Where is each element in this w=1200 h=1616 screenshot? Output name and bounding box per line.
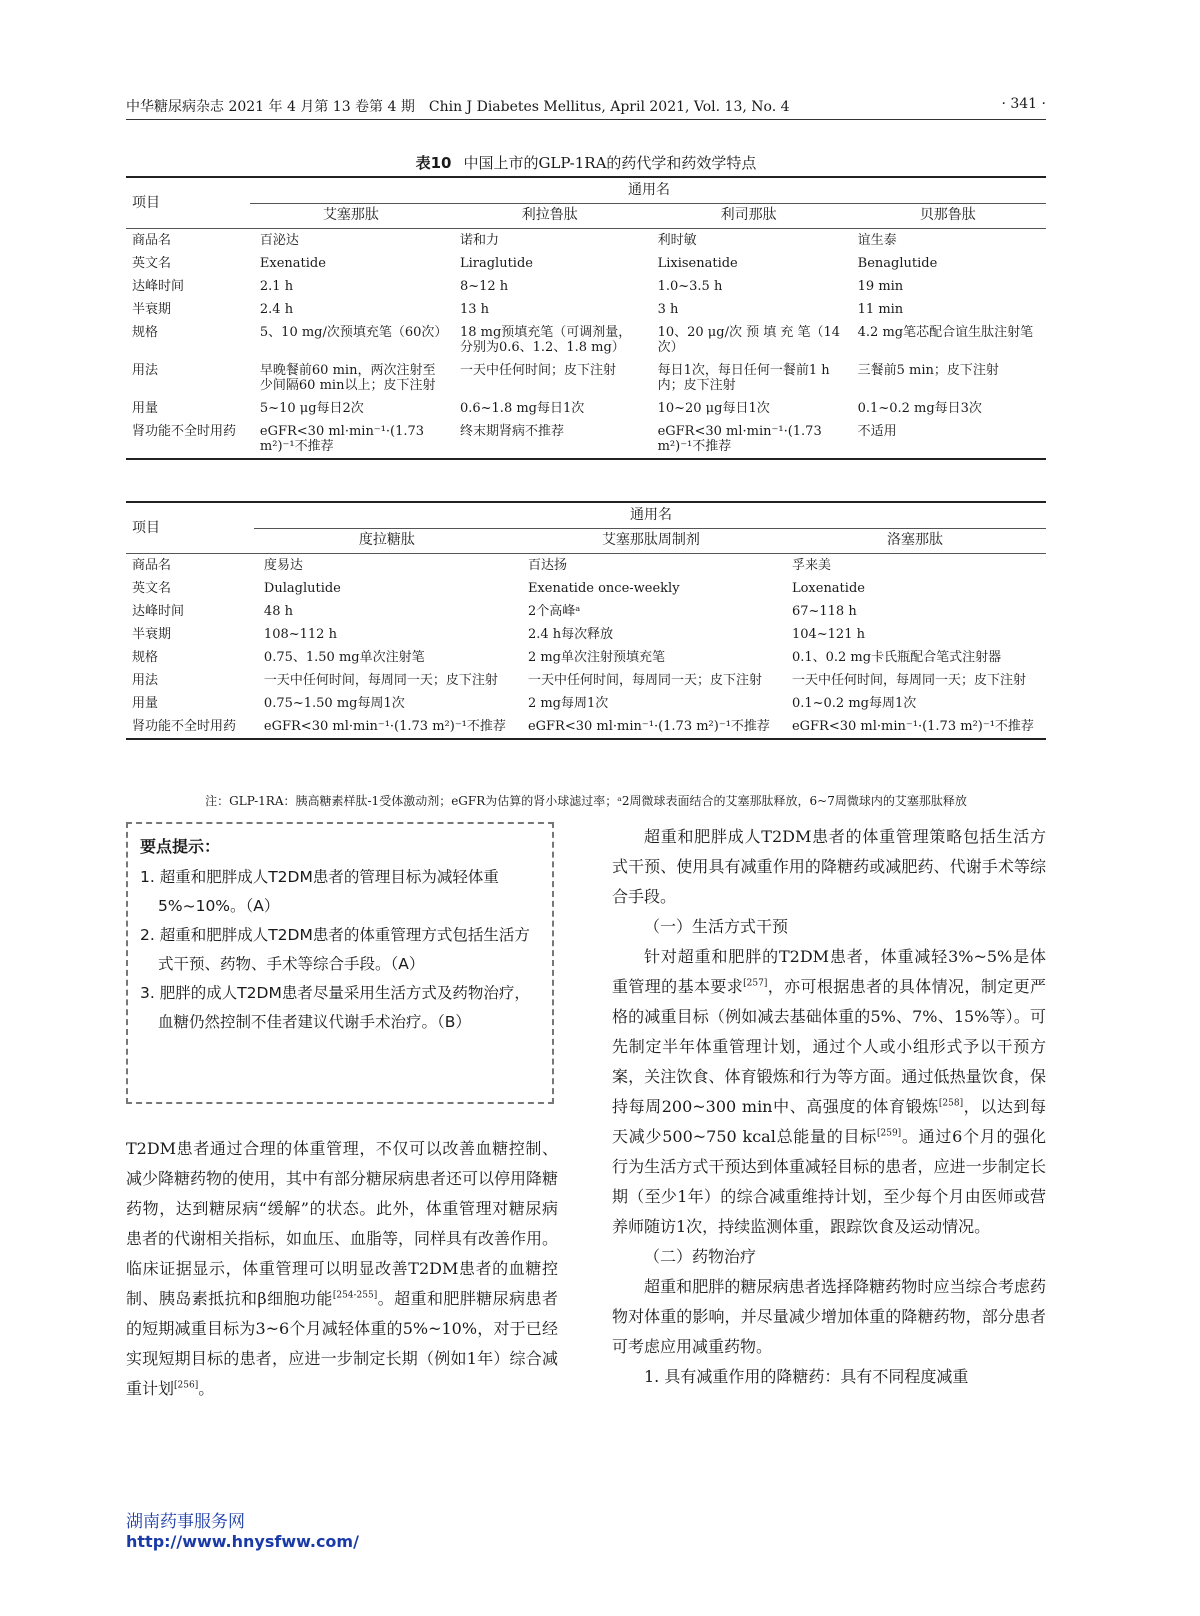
item-header: 项目 <box>132 519 160 536</box>
table-part-2 <box>126 501 1046 740</box>
citation: [256] <box>174 1380 199 1391</box>
table-note: 注：GLP-1RA：胰高糖素样肽-1受体激动剂；eGFR为估算的肾小球滤过率；ᵃ2周微球表面结合的艾塞那肽释放，6~7周微球内的艾塞那肽释放 <box>205 794 967 808</box>
row-label: 半衰期 <box>132 302 172 317</box>
table-cell: eGFR<30 ml·min⁻¹·(1.73 m²)⁻¹不推荐 <box>259 424 425 454</box>
right-paragraph-3: 超重和肥胖的糖尿病患者选择降糖药物时应当综合考虑药物对体重的影响，并尽量减少增加体重的降糖药物，部分患者可考虑应用减重药物。 <box>612 1277 1046 1356</box>
keypoint-item: 3. 肥胖的成人T2DM患者尽量采用生活方式及药物治疗，血糖仍然控制不佳者建议代谢手术治疗。（B） <box>140 984 530 1031</box>
citation: [259] <box>876 1128 902 1139</box>
row-label: 用法 <box>132 363 159 378</box>
row-label: 半衰期 <box>132 627 172 642</box>
table-row <box>126 692 1046 715</box>
table-cell: 0.75~1.50 mg每周1次 <box>263 696 405 711</box>
table-cell: 108~112 h <box>263 627 337 642</box>
drug-name-header: 艾塞那肽周制剂 <box>518 528 782 554</box>
site-url[interactable]: http://www.hnysfww.com/ <box>126 1532 359 1551</box>
left-column <box>126 822 558 1404</box>
keypoints-box <box>126 822 554 1104</box>
table-row <box>126 420 1046 459</box>
table-cell: 13 h <box>459 302 490 317</box>
table-cell: 2 mg单次注射预填充笔 <box>527 650 665 665</box>
table-cell: 一天中任何时间，每周同一天；皮下注射 <box>527 673 762 688</box>
table-row <box>126 554 1046 578</box>
row-label: 达峰时间 <box>132 279 185 294</box>
row-label: 规格 <box>132 325 159 340</box>
table-cell: 2.1 h <box>259 279 294 294</box>
table-row <box>126 669 1046 692</box>
table-cell: 8~12 h <box>459 279 509 294</box>
header-rule <box>126 119 1046 120</box>
table-cell: eGFR<30 ml·min⁻¹·(1.73 m²)⁻¹不推荐 <box>263 719 506 734</box>
table-cell: 0.1、0.2 mg卡氏瓶配合笔式注射器 <box>791 650 1002 665</box>
row-label: 肾功能不全时用药 <box>132 424 237 439</box>
table-row <box>126 298 1046 321</box>
table-cell: 0.6~1.8 mg每日1次 <box>459 401 585 416</box>
left-paragraph <box>126 1134 558 1404</box>
row-label: 达峰时间 <box>132 604 185 619</box>
right-text: 针对超重和肥胖的T2DM患者，体重减轻3%~5%是体重管理的基本要求 <box>612 947 1046 996</box>
table-cell: 3 h <box>657 302 679 317</box>
keypoints-title: 要点提示： <box>140 837 221 856</box>
table-cell: 67~118 h <box>791 604 857 619</box>
table-cell: 一天中任何时间；皮下注射 <box>459 363 616 378</box>
running-header <box>126 96 1046 118</box>
table-cell: 2.4 h <box>259 302 294 317</box>
table-cell: 48 h <box>263 604 293 619</box>
row-label: 英文名 <box>132 581 172 596</box>
right-text: ，亦可根据患者的具体情况，制定更严格的减重目标（例如减去基础体重的5%、7%、15%等）。可先制定半年体重管理计划，通过个人或小组形式予以干预方案，关注饮食、体育锻炼和行为等方面。通过低热量饮食，保持每周200~300 min中、高强度的体育锻炼 <box>612 977 1046 1116</box>
table-cell: 度易达 <box>254 554 518 578</box>
drug-name-header: 洛塞那肽 <box>782 528 1046 554</box>
table-cell: 百泌达 <box>250 229 450 253</box>
table-cell: 104~121 h <box>791 627 865 642</box>
table-cell: 10~20 μg每日1次 <box>657 401 770 416</box>
generic-header: 通用名 <box>629 506 672 523</box>
table-row <box>126 577 1046 600</box>
citation: [258] <box>938 1098 964 1109</box>
table-cell: Dulaglutide <box>263 581 341 596</box>
left-text-1: T2DM患者通过合理的体重管理，不仅可以改善血糖控制、减少降糖药物的使用，其中有部分糖尿病患者还可以停用降糖药物，达到糖尿病“缓解”的状态。此外，体重管理对糖尿病患者的代谢相关指标，如血压、血脂等，同样具有改善作用。临床证据显示，体重管理可以明显改善T2DM患者的血糖控制、胰岛素抵抗和β细胞功能 <box>126 1139 559 1308</box>
keypoint-item: 1. 超重和肥胖成人T2DM患者的管理目标为减轻体重5%~10%。（A） <box>140 868 499 915</box>
row-label: 用量 <box>132 696 159 711</box>
table-cell: 11 min <box>857 302 904 317</box>
generic-header: 通用名 <box>627 181 670 198</box>
citation: [254-255] <box>332 1290 378 1301</box>
table-part-1 <box>126 176 1046 460</box>
table-cell: Loxenatide <box>791 581 865 596</box>
table-cell: 0.1~0.2 mg每周1次 <box>791 696 917 711</box>
drug-name-header: 利拉鲁肽 <box>450 203 648 229</box>
right-paragraph-1: 超重和肥胖成人T2DM患者的体重管理策略包括生活方式干预、使用具有减重作用的降糖药或减肥药、代谢手术等综合手段。 <box>612 827 1046 906</box>
table-cell: 2个高峰ᵃ <box>527 604 581 619</box>
section-heading-lifestyle: （一）生活方式干预 <box>644 917 789 936</box>
table-cell: 5、10 mg/次预填充笔（60次） <box>259 325 448 340</box>
table-cell: 早晚餐前60 min，两次注射至少间隔60 min以上；皮下注射 <box>259 363 436 393</box>
table-row <box>126 229 1046 253</box>
page-number: · 341 · <box>1001 96 1046 112</box>
drug-name-header: 艾塞那肽 <box>250 203 450 229</box>
right-column <box>612 822 1046 1392</box>
table-cell: 2 mg每周1次 <box>527 696 609 711</box>
table-cell: Liraglutide <box>459 256 533 271</box>
row-label: 用量 <box>132 401 159 416</box>
row-label: 规格 <box>132 650 159 665</box>
table-row <box>126 623 1046 646</box>
table-cell: eGFR<30 ml·min⁻¹·(1.73 m²)⁻¹不推荐 <box>791 719 1034 734</box>
table-row <box>126 715 1046 739</box>
table-cell: 三餐前5 min；皮下注射 <box>857 363 999 378</box>
table-cell: 一天中任何时间，每周同一天；皮下注射 <box>263 673 498 688</box>
table-cell: eGFR<30 ml·min⁻¹·(1.73 m²)⁻¹不推荐 <box>657 424 822 454</box>
table-cell: 百达扬 <box>518 554 782 578</box>
section-heading-drug: （二）药物治疗 <box>644 1247 757 1266</box>
table-cell: 10、20 μg/次 预 填 充 笔（14次） <box>657 325 841 355</box>
right-text: 。通过6个月的强化行为生活方式干预达到体重减轻目标的患者，应进一步制定长期（至少1年）的综合减重维持计划，至少每个月由医师或营养师随访1次，持续监测体重，跟踪饮食及运动情况。 <box>612 1127 1046 1236</box>
table-caption: 中国上市的GLP-1RA的药代学和药效学特点 <box>463 154 757 172</box>
journal-info: 中华糖尿病杂志 2021 年 4 月第 13 卷第 4 期 Chin J Diabetes Mellitus, April 2021, Vol. 13, No. 4 <box>126 99 790 115</box>
row-label: 肾功能不全时用药 <box>132 719 237 734</box>
row-label: 用法 <box>132 673 159 688</box>
row-label: 商品名 <box>126 229 250 253</box>
table-cell: 谊生泰 <box>848 229 1046 253</box>
table-cell: 不适用 <box>857 424 897 439</box>
table-cell: Benaglutide <box>857 256 938 271</box>
table-cell: 0.1~0.2 mg每日3次 <box>857 401 982 416</box>
table-row <box>126 359 1046 397</box>
table-cell: 2.4 h每次释放 <box>527 627 614 642</box>
drug-name-header: 利司那肽 <box>648 203 848 229</box>
table-row <box>126 646 1046 669</box>
left-text-3: 。 <box>198 1379 215 1398</box>
table-row <box>126 252 1046 275</box>
table-cell: 利时敏 <box>648 229 848 253</box>
table-cell: Lixisenatide <box>657 256 738 271</box>
table-cell: 18 mg预填充笔（可调剂量，分别为0.6、1.2、1.8 mg） <box>459 325 632 355</box>
table-cell: eGFR<30 ml·min⁻¹·(1.73 m²)⁻¹不推荐 <box>527 719 770 734</box>
table-cell: Exenatide <box>259 256 326 271</box>
table-cell: 终末期肾病不推荐 <box>459 424 564 439</box>
table-cell: Exenatide once-weekly <box>527 581 680 596</box>
drug-name-header: 贝那鲁肽 <box>848 203 1046 229</box>
table-cell: 诺和力 <box>450 229 648 253</box>
table-row <box>126 397 1046 420</box>
table-cell: 一天中任何时间，每周同一天；皮下注射 <box>791 673 1026 688</box>
drug-name-header: 度拉糖肽 <box>254 528 518 554</box>
table-cell: 5~10 μg每日2次 <box>259 401 364 416</box>
table-row <box>126 321 1046 359</box>
citation: [257] <box>743 978 768 989</box>
table-cell: 孚来美 <box>782 554 1046 578</box>
right-paragraph-4: 1. 具有减重作用的降糖药：具有不同程度减重 <box>644 1367 969 1386</box>
keypoint-item: 2. 超重和肥胖成人T2DM患者的体重管理方式包括生活方式干预、药物、手术等综合手段。（A） <box>140 926 530 973</box>
site-name: 湖南药事服务网 <box>126 1512 245 1532</box>
row-label: 商品名 <box>126 554 254 578</box>
table-cell: 0.75、1.50 mg单次注射笔 <box>263 650 425 665</box>
item-header: 项目 <box>132 194 160 211</box>
table-cell: 1.0~3.5 h <box>657 279 723 294</box>
table-label: 表10 <box>415 154 452 172</box>
table-cell: 4.2 mg笔芯配合谊生肽注射笔 <box>857 325 1034 340</box>
right-paragraph-2 <box>612 942 1046 1242</box>
watermark-footer <box>126 1507 359 1551</box>
row-label: 英文名 <box>132 256 172 271</box>
left-text-2: 。超重和肥胖糖尿病患者的短期减重目标为3~6个月减轻体重的5%~10%，对于已经实现短期目标的患者，应进一步制定长期（例如1年）综合减重计划 <box>126 1289 558 1398</box>
table-title <box>126 152 1046 173</box>
right-text: ，以达到每天减少500~750 kcal总能量的目标 <box>612 1097 1046 1146</box>
table-row <box>126 275 1046 298</box>
table-row <box>126 600 1046 623</box>
table-cell: 每日1次，每日任何一餐前1 h内；皮下注射 <box>657 363 830 393</box>
table-cell: 19 min <box>857 279 904 294</box>
